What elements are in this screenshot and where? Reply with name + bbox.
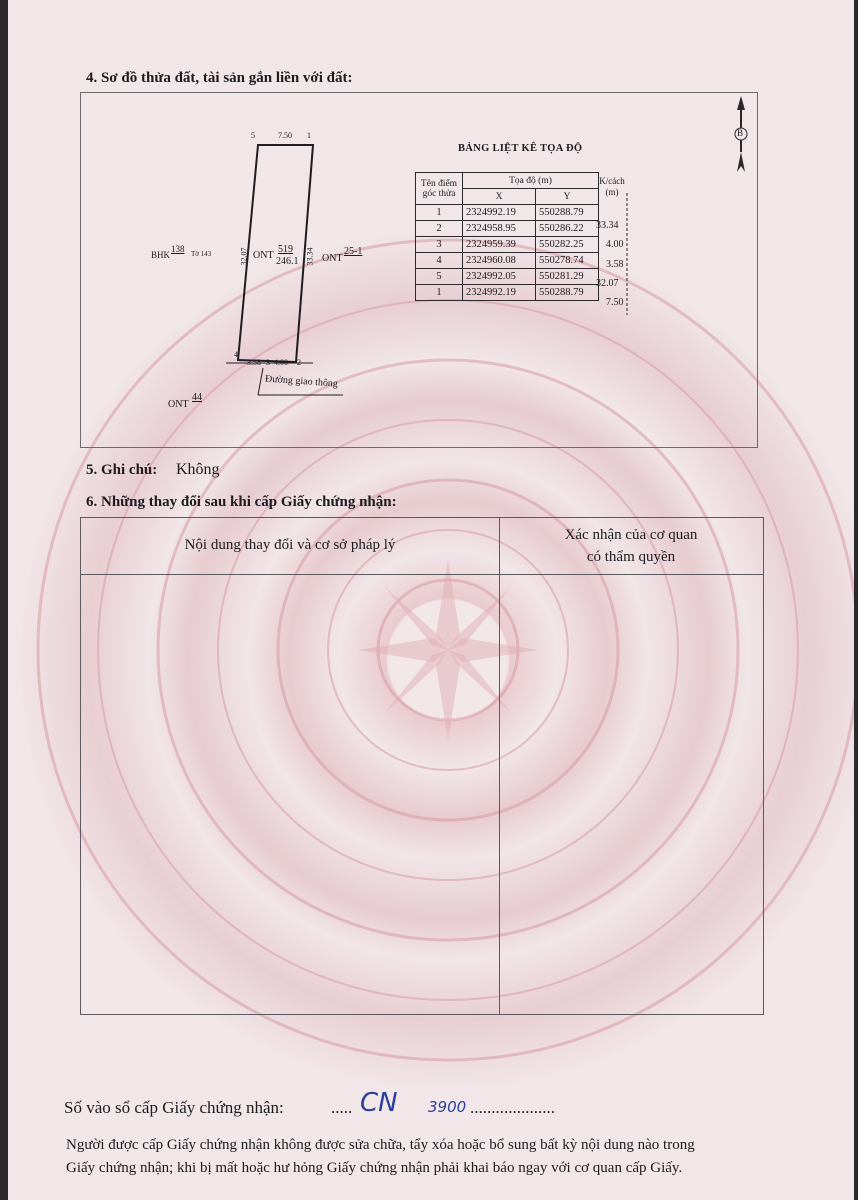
registration-handwritten-number: 3900 xyxy=(428,1098,467,1116)
header-divider xyxy=(81,574,763,575)
table-row: 2 2324958.95 550286.22 xyxy=(416,221,599,237)
changes-table xyxy=(80,517,764,1015)
neighbor-right-number: 25-1 xyxy=(344,246,363,257)
vertex-4-label: 4 xyxy=(234,350,238,359)
neighbor-bottom-type: ONT xyxy=(168,399,189,410)
top-edge-length: 7.50 xyxy=(278,131,292,140)
col-y-header: Y xyxy=(536,189,599,205)
bottom-edge-2-length: 4.00 xyxy=(274,358,288,367)
table-row: 1 2324992.19 550288.79 xyxy=(416,205,599,221)
distance-1: 33.34 xyxy=(596,220,619,231)
col-coord-header: Tọa độ (m) xyxy=(463,173,599,189)
north-label: B xyxy=(737,128,744,138)
footer-note-line1: Người được cấp Giấy chứng nhận không được sửa chữa, tẩy xóa hoặc bổ sung bất kỳ nội dung nào trong xyxy=(66,1137,695,1153)
coord-table-title: BẢNG LIỆT KÊ TỌA ĐỘ xyxy=(458,143,583,154)
section-6-title: 6. Những thay đổi sau khi cấp Giấy chứng nhận: xyxy=(86,494,397,510)
col-authority-header-line1: Xác nhận của cơ quan xyxy=(564,527,698,543)
coordinate-table xyxy=(415,172,599,301)
registration-dots-after: .................... xyxy=(470,1098,555,1117)
parcel-area: 246.1 xyxy=(276,256,299,267)
neighbor-left-number: 138 xyxy=(171,244,185,254)
distance-3: 3.58 xyxy=(606,259,624,270)
distance-5: 7.50 xyxy=(606,297,624,308)
left-edge-length: 32.07 xyxy=(239,247,249,266)
parcel-type: ONT xyxy=(253,250,274,261)
parcel-number: 519 xyxy=(278,244,293,255)
footer-note-line2: Giấy chứng nhận; khi bị mất hoặc hư hỏng Giấy chứng nhận phải khai báo ngay với cơ quan cấp Giấy. xyxy=(66,1160,683,1176)
distance-4: 32.07 xyxy=(596,278,619,289)
table-row: 3 2324959.39 550282.25 xyxy=(416,237,599,253)
neighbor-left-type: BHK xyxy=(151,250,171,260)
section-5-label: 5. Ghi chú: xyxy=(86,462,158,478)
section-4-title: 4. Sơ đồ thửa đất, tài sản gắn liền với đất: xyxy=(86,70,353,86)
table-row: 4 2324960.08 550278.74 xyxy=(416,253,599,269)
neighbor-bottom-number: 44 xyxy=(192,392,202,403)
certificate-page xyxy=(8,0,854,1200)
table-row: 1 2324992.19 550288.79 xyxy=(416,285,599,301)
column-divider xyxy=(499,518,500,1014)
col-point-header: Tên điểm góc thửa xyxy=(416,173,463,205)
section-5-value: Không xyxy=(176,461,220,478)
registration-label: Số vào sổ cấp Giấy chứng nhận: xyxy=(64,1098,284,1117)
registration-handwritten-code: CN xyxy=(360,1088,398,1118)
col-authority-header-line2: có thẩm quyền xyxy=(586,549,676,565)
distance-2: 4.00 xyxy=(606,239,624,250)
neighbor-left-sheet: Tờ 143 xyxy=(191,250,212,258)
road-label: Đường giao thông xyxy=(264,373,339,390)
vertex-3-label: 3 xyxy=(266,358,270,367)
vertex-2-label: 2 xyxy=(297,358,301,367)
distance-column-dashes xyxy=(593,193,633,318)
col-x-header: X xyxy=(463,189,536,205)
table-row: 5 2324992.05 550281.29 xyxy=(416,269,599,285)
neighbor-right-type: ONT xyxy=(322,253,343,264)
col-change-content-header: Nội dung thay đổi và cơ sở pháp lý xyxy=(184,537,396,553)
bottom-edge-1-length: 3.58 xyxy=(247,358,261,367)
col-distance-header: K/cách (m) xyxy=(599,176,625,197)
registration-dots-before: ..... xyxy=(331,1098,353,1117)
vertex-5-label: 5 xyxy=(251,131,255,140)
right-edge-length: 33.34 xyxy=(305,247,315,266)
vertex-1-label: 1 xyxy=(307,131,311,140)
